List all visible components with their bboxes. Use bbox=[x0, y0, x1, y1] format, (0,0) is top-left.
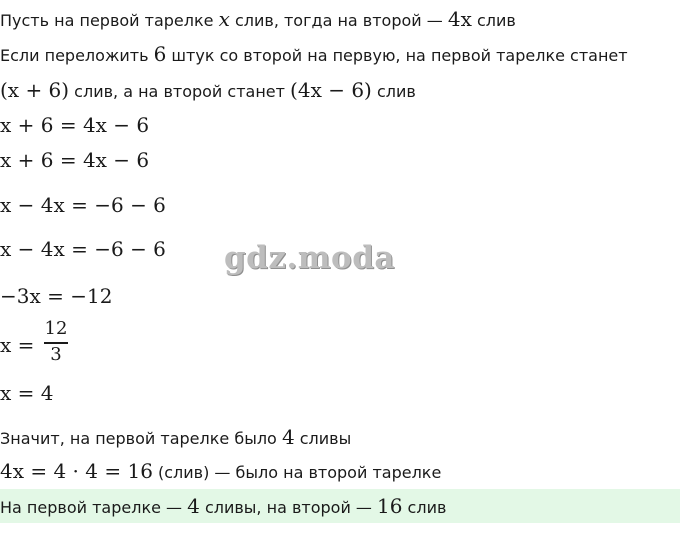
intro-text-2: слив, тогда на второй — bbox=[229, 11, 448, 30]
number-4: 4 bbox=[281, 425, 295, 449]
second-plate-expr: 4x = 4 · 4 = 16 bbox=[0, 459, 153, 483]
expr-4x: 4x bbox=[447, 7, 472, 31]
equation-5: −3x = −12 bbox=[0, 284, 113, 308]
number-6: 6 bbox=[153, 42, 167, 66]
answer-number-4: 4 bbox=[187, 494, 200, 518]
fraction-lhs: x = bbox=[0, 333, 35, 357]
equation-4: x − 4x = −6 − 6 bbox=[0, 237, 166, 261]
equation-3: x − 4x = −6 − 6 bbox=[0, 193, 166, 217]
move-line bbox=[0, 44, 628, 66]
conclusion-text-1: Значит, на первой тарелке было bbox=[0, 429, 282, 448]
answer-text-2: сливы, на второй — bbox=[199, 498, 378, 517]
move2-text-2: слив bbox=[371, 82, 416, 101]
second-plate-text: (слив) — было на второй тарелке bbox=[152, 463, 442, 482]
move-text-2: штук со второй на первую, на первой тарелке станет bbox=[166, 46, 628, 65]
equation-2: x + 6 = 4x − 6 bbox=[0, 148, 150, 172]
intro-text-1: Пусть на первой тарелке bbox=[0, 11, 219, 30]
equation-1: x + 6 = 4x − 6 bbox=[0, 113, 150, 137]
move-text-1: Если переложить bbox=[0, 46, 154, 65]
var-x: x bbox=[218, 7, 230, 31]
fraction-numerator: 12 bbox=[44, 318, 68, 339]
watermark: gdz.moda bbox=[224, 240, 395, 276]
conclusion-text-2: сливы bbox=[294, 429, 352, 448]
second-plate-line bbox=[0, 461, 441, 483]
fraction-denominator: 3 bbox=[50, 344, 62, 365]
expr-x-plus-6: (x + 6) bbox=[0, 78, 70, 102]
expr-4x-minus-6: (4x − 6) bbox=[290, 78, 372, 102]
answer-line bbox=[0, 496, 446, 518]
answer-number-16: 16 bbox=[377, 494, 403, 518]
answer-box bbox=[0, 489, 680, 523]
move2-line bbox=[0, 80, 416, 102]
move2-text-1: слив, а на второй станет bbox=[69, 82, 291, 101]
conclusion-line bbox=[0, 427, 351, 449]
answer-text-3: слив bbox=[402, 498, 447, 517]
answer-text-1: На первой тарелке — bbox=[0, 498, 188, 517]
intro-line bbox=[0, 9, 516, 31]
equation-6: x = 4 bbox=[0, 381, 54, 405]
intro-text-3: слив bbox=[471, 11, 516, 30]
